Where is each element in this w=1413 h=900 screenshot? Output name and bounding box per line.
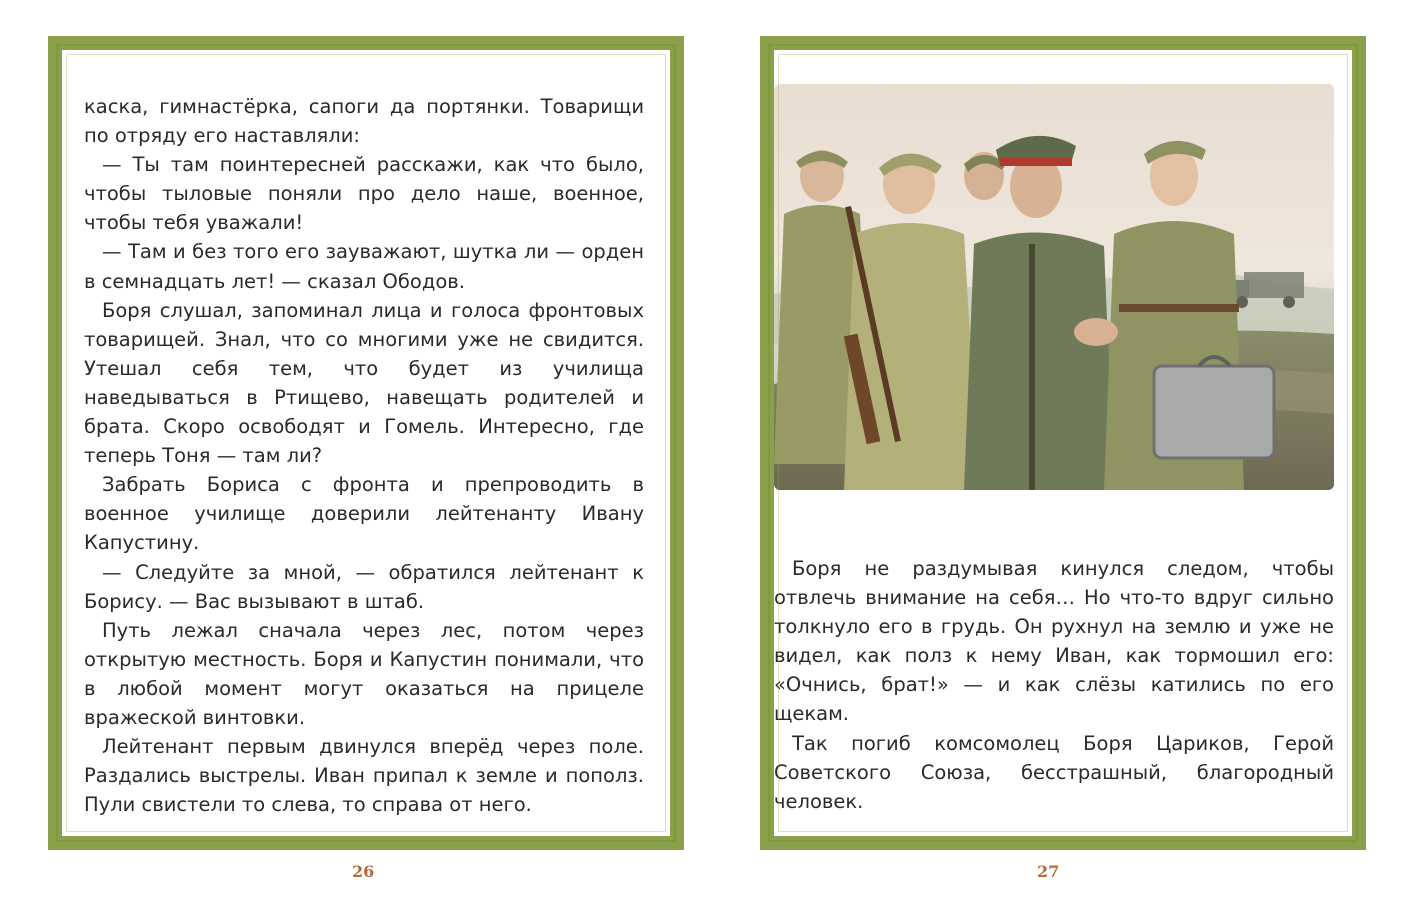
paragraph: Так погиб комсомолец Боря Цариков, Герой Советского Союза, бесстрашный, благородный человек.: [774, 731, 1334, 813]
suitcase-shape: [1154, 357, 1274, 458]
paragraph: Боря слушал, запоминал лица и голоса фронтовых товарищей. Знал, что со многими уже не свидится. Утешал себя тем, что будет из училища наведываться в Ртищево, навещать родителей и брата. Скоро освободят и Гомель. Интересно, где теперь Тоня — там ли?: [84, 298, 644, 468]
page-number-left: 26: [352, 862, 375, 881]
right-page: [760, 36, 1366, 850]
paragraph: Путь лежал сначала через лес, потом через открытую местность. Боря и Капустин понимали, что в любой момент могут оказаться на прицеле вражеской винтовки.: [84, 618, 644, 729]
page-number-right: 27: [1037, 862, 1060, 881]
paragraph: — Ты там поинтересней расскажи, как что было, чтобы тыловые поняли про дело наше, военное, чтобы тебя уважали!: [84, 153, 644, 235]
watercolor-soldiers-image: [774, 84, 1334, 490]
right-page-text: [774, 554, 1334, 816]
left-page-text: [84, 92, 644, 819]
paragraph: Боря не раздумывая кинулся следом, чтобы отвлечь внимание на себя… Но что-то вдруг сильно толкнуло его в грудь. Он рухнул на землю и уже не видел, как полз к нему Иван, как тормошил его: «Очнись, брат!» — и как слёзы катились по его щекам.: [774, 557, 1334, 726]
paragraph: — Следуйте за мной, — обратился лейтенант к Борису. — Вас вызывают в штаб.: [84, 560, 644, 613]
paragraph: Забрать Бориса с фронта и препроводить в военное училище доверили лейтенанту Ивану Капустину.: [84, 473, 644, 555]
paragraph: — Там и без того его зауважают, шутка ли — орден в семнадцать лет! — сказал Ободов.: [84, 240, 644, 293]
left-page: [48, 36, 684, 850]
paragraph: каска, гимнастёрка, сапоги да портянки. Товарищи по отряду его наставляли:: [84, 95, 644, 148]
soldiers-illustration: [774, 84, 1334, 490]
paragraph: Лейтенант первым двинулся вперёд через поле. Раздались выстрелы. Иван припал к земле и пополз. Пули свистели то слева, то справа от него.: [84, 735, 644, 817]
